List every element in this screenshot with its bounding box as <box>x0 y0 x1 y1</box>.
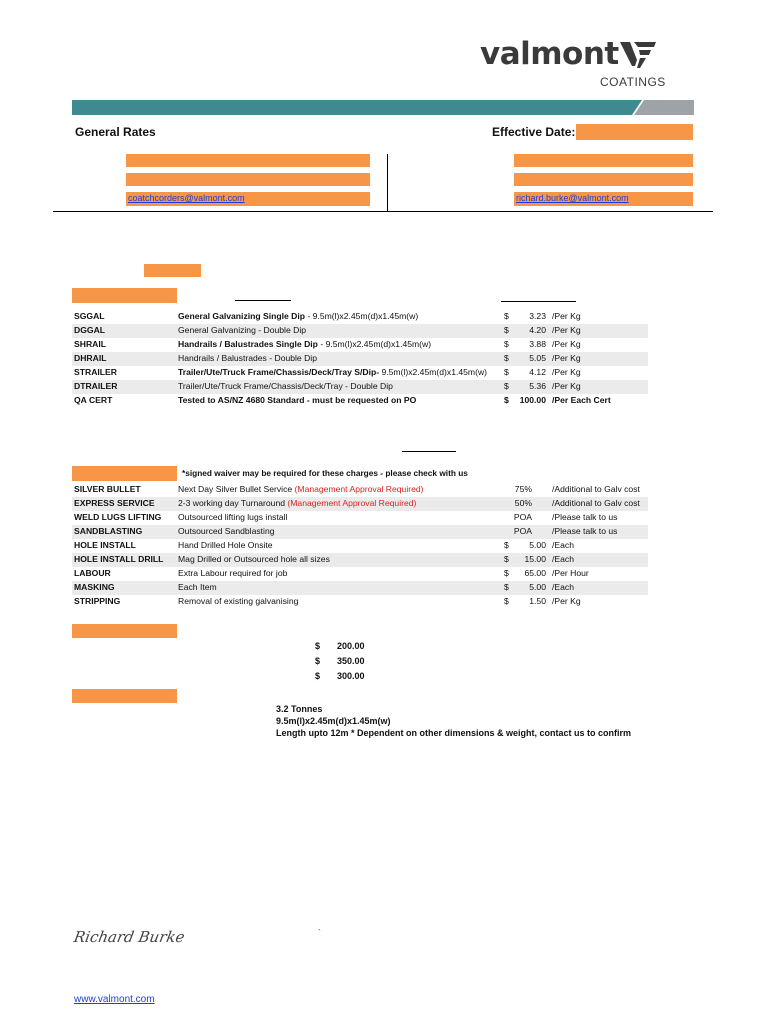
left-contact-email-link[interactable]: coatchcorders@valmont.com <box>128 193 245 203</box>
rate-amount: POA <box>513 512 532 522</box>
brand-division: COATINGS <box>600 75 666 89</box>
rate-description: Each Item <box>178 582 217 592</box>
extras-waiver-note: *signed waiver may be required for these charges - please check with us <box>182 468 468 478</box>
table-row <box>72 394 648 408</box>
galv-rate-heading-line <box>501 301 576 302</box>
fee-currency: $ <box>315 641 321 651</box>
table-row <box>72 581 648 595</box>
currency-symbol: $ <box>504 568 509 578</box>
rate-code: STRIPPING <box>74 596 121 606</box>
rate-amount: 3.88 <box>529 339 546 349</box>
currency-symbol: $ <box>504 325 509 335</box>
website-link[interactable]: www.valmont.com <box>74 994 155 1005</box>
rate-code: SILVER BULLET <box>74 484 141 494</box>
table-row <box>72 497 648 511</box>
capacity-dimensions: 9.5m(l)x2.45m(d)x1.45m(w) <box>276 716 391 726</box>
page-title: General Rates <box>75 125 156 139</box>
rate-code: SANDBLASTING <box>74 526 143 536</box>
header-rule <box>53 211 713 212</box>
rate-description: Tested to AS/NZ 4680 Standard - must be requested on PO <box>178 395 417 405</box>
rate-description: Hand Drilled Hole Onsite <box>178 540 273 550</box>
rate-description: Handrails / Balustrades - Double Dip <box>178 353 317 363</box>
rate-code: SGGAL <box>74 311 105 321</box>
effective-date-value <box>576 124 693 140</box>
rate-code: DHRAIL <box>74 353 107 363</box>
table-row <box>72 525 648 539</box>
right-contact-email-box <box>514 192 693 206</box>
rate-amount: 4.20 <box>529 325 546 335</box>
rate-description: Outsourced Sandblasting <box>178 526 275 536</box>
fees-section-label <box>72 624 177 638</box>
right-contact-email-link[interactable]: richard.burke@valmont.com <box>516 193 629 203</box>
table-row <box>72 380 648 394</box>
rate-unit: /Per Kg <box>552 325 581 335</box>
rate-description: Next Day Silver Bullet Service (Management Approval Required) <box>178 484 424 494</box>
header-band <box>72 100 694 115</box>
rate-code: HOLE INSTALL DRILL <box>74 554 164 564</box>
fee-currency: $ <box>315 671 321 681</box>
rate-unit: /Per Kg <box>552 381 581 391</box>
rate-amount: POA <box>513 526 532 536</box>
currency-symbol: $ <box>504 339 509 349</box>
rate-code: STRAILER <box>74 367 117 377</box>
currency-symbol: $ <box>504 311 509 321</box>
rate-unit: /Per Kg <box>552 596 581 606</box>
rate-unit: /Per Kg <box>552 339 581 349</box>
currency-symbol: $ <box>504 367 509 377</box>
rate-code: EXPRESS SERVICE <box>74 498 155 508</box>
fee-amount: 300.00 <box>337 671 365 681</box>
rate-amount: 4.12 <box>529 367 546 377</box>
rate-amount: 5.00 <box>529 582 546 592</box>
rate-description: 2-3 working day Turnaround (Management Approval Required) <box>178 498 417 508</box>
currency-symbol: $ <box>504 596 509 606</box>
currency-symbol: $ <box>504 353 509 363</box>
right-contact-field-1 <box>514 154 693 167</box>
rate-unit: /Per Each Cert <box>552 395 611 405</box>
rate-unit: /Per Kg <box>552 353 581 363</box>
table-row <box>72 324 648 338</box>
table-row <box>72 352 648 366</box>
rate-amount: 75% <box>514 484 532 494</box>
rate-description: Mag Drilled or Outsourced hole all sizes <box>178 554 330 564</box>
rate-unit: /Each <box>552 540 574 550</box>
rate-description: Extra Labour required for job <box>178 568 288 578</box>
rate-description: General Galvanizing - Double Dip <box>178 325 307 335</box>
rate-unit: /Each <box>552 582 574 592</box>
rate-amount: 65.00 <box>524 568 546 578</box>
rate-amount: 15.00 <box>524 554 546 564</box>
rate-description: General Galvanizing Single Dip - 9.5m(l)x2.45m(d)x1.45m(w) <box>178 311 419 321</box>
extras-heading-line <box>402 451 456 452</box>
contact-divider <box>387 154 388 212</box>
effective-date-label: Effective Date: <box>492 125 576 139</box>
signature: Richard Burke <box>72 928 187 946</box>
left-contact-field-2 <box>126 173 370 186</box>
rate-description: Trailer/Ute/Truck Frame/Chassis/Deck/Tray S/Dip- 9.5m(l)x2.45m(d)x1.45m(w) <box>178 367 488 377</box>
rate-amount: 5.00 <box>529 540 546 550</box>
rate-code: WELD LUGS LIFTING <box>74 512 162 522</box>
rate-description: Removal of existing galvanising <box>178 596 299 606</box>
table-row <box>72 366 648 380</box>
rate-unit: /Each <box>552 554 574 564</box>
rate-unit: /Per Kg <box>552 367 581 377</box>
fee-amount: 350.00 <box>337 656 365 666</box>
rate-unit: /Per Kg <box>552 311 581 321</box>
rate-unit: /Per Hour <box>552 568 589 578</box>
rate-code: SHRAIL <box>74 339 106 349</box>
rate-amount: 5.05 <box>529 353 546 363</box>
rate-amount: 100.00 <box>519 395 546 405</box>
rate-code: MASKING <box>74 582 115 592</box>
left-contact-email-box <box>126 192 370 206</box>
table-row <box>72 310 648 324</box>
galv-section-label <box>72 288 177 303</box>
right-contact-field-2 <box>514 173 693 186</box>
table-row <box>72 595 648 609</box>
rate-description: Outsourced lifting lugs install <box>178 512 288 522</box>
left-contact-field-1 <box>126 154 370 167</box>
extras-section-label <box>72 466 177 481</box>
rate-unit: /Please talk to us <box>552 526 618 536</box>
currency-symbol: $ <box>504 381 509 391</box>
currency-symbol: $ <box>504 554 509 564</box>
rate-code: QA CERT <box>74 395 113 405</box>
rate-unit: /Additional to Galv cost <box>552 498 640 508</box>
rate-code: HOLE INSTALL <box>74 540 136 550</box>
rate-amount: 50% <box>514 498 532 508</box>
fee-currency: $ <box>315 656 321 666</box>
table-row <box>72 483 648 497</box>
rate-unit: /Please talk to us <box>552 512 618 522</box>
table-row <box>72 553 648 567</box>
rate-amount: 3.23 <box>529 311 546 321</box>
section-label-small <box>144 264 201 277</box>
table-row <box>72 539 648 553</box>
brand-logo: valmont <box>480 36 619 72</box>
capacity-weight: 3.2 Tonnes <box>276 704 323 714</box>
galv-desc-heading-line <box>235 300 291 301</box>
stray-mark: ` <box>318 928 321 938</box>
fee-amount: 200.00 <box>337 641 365 651</box>
table-row <box>72 338 648 352</box>
currency-symbol: $ <box>504 540 509 550</box>
capacity-section-label <box>72 689 177 703</box>
rate-description: Trailer/Ute/Truck Frame/Chassis/Deck/Tray - Double Dip <box>178 381 393 391</box>
table-row <box>72 511 648 525</box>
rate-code: DGGAL <box>74 325 106 335</box>
rate-description: Handrails / Balustrades Single Dip - 9.5m(l)x2.45m(d)x1.45m(w) <box>178 339 432 349</box>
rate-amount: 1.50 <box>529 596 546 606</box>
valmont-v-logo-icon <box>618 40 658 70</box>
table-row <box>72 567 648 581</box>
capacity-length-note: Length upto 12m * Dependent on other dimensions & weight, contact us to confirm <box>276 728 632 738</box>
currency-symbol: $ <box>504 582 509 592</box>
currency-symbol: $ <box>504 395 509 405</box>
rate-unit: /Additional to Galv cost <box>552 484 640 494</box>
rate-amount: 5.36 <box>529 381 546 391</box>
rate-code: LABOUR <box>74 568 111 578</box>
rate-code: DTRAILER <box>74 381 118 391</box>
